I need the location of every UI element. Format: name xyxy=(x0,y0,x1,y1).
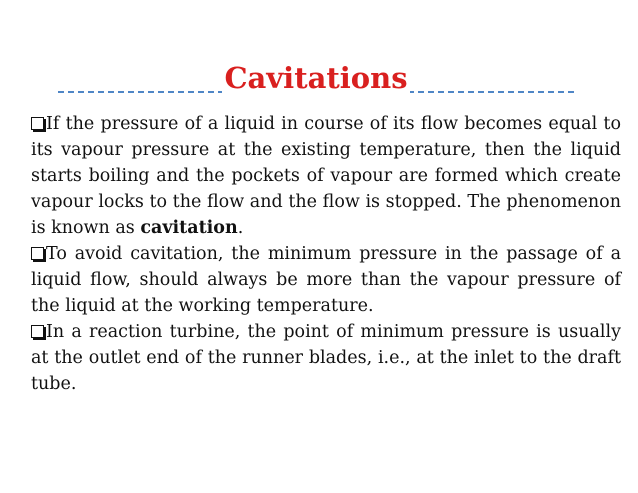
paragraph-avoid-cavitation xyxy=(31,241,621,319)
slide-title xyxy=(58,60,574,96)
paragraph-2-text: To avoid cavitation, the minimum pressure in the passage of a liquid flow, should always be more than the vapour pressure of the liquid at the working temperature. xyxy=(31,244,621,316)
square-bullet-icon xyxy=(31,117,44,130)
title-area xyxy=(58,60,574,100)
paragraph-1-end: . xyxy=(237,218,244,238)
square-bullet-icon xyxy=(31,247,44,260)
square-bullet-icon xyxy=(31,325,44,338)
paragraph-cavitation-definition xyxy=(31,111,621,241)
slide-body xyxy=(31,111,621,397)
paragraph-3-text: In a reaction turbine, the point of minimum pressure is usually at the outlet end of the runner blades, i.e., at the inlet to the draft tube. xyxy=(31,322,621,394)
paragraph-1-text: If the pressure of a liquid in course of its flow becomes equal to its vapour pressure at the existing temperature, then the liquid starts boiling and the pockets of vapour are formed which create vapour locks to the flow and the flow is stopped. The phenomenon is known as xyxy=(31,114,621,238)
paragraph-reaction-turbine xyxy=(31,319,621,397)
slide-title-text: Cavitations xyxy=(224,61,408,95)
paragraph-1-bold-term: cavitation xyxy=(140,218,238,238)
